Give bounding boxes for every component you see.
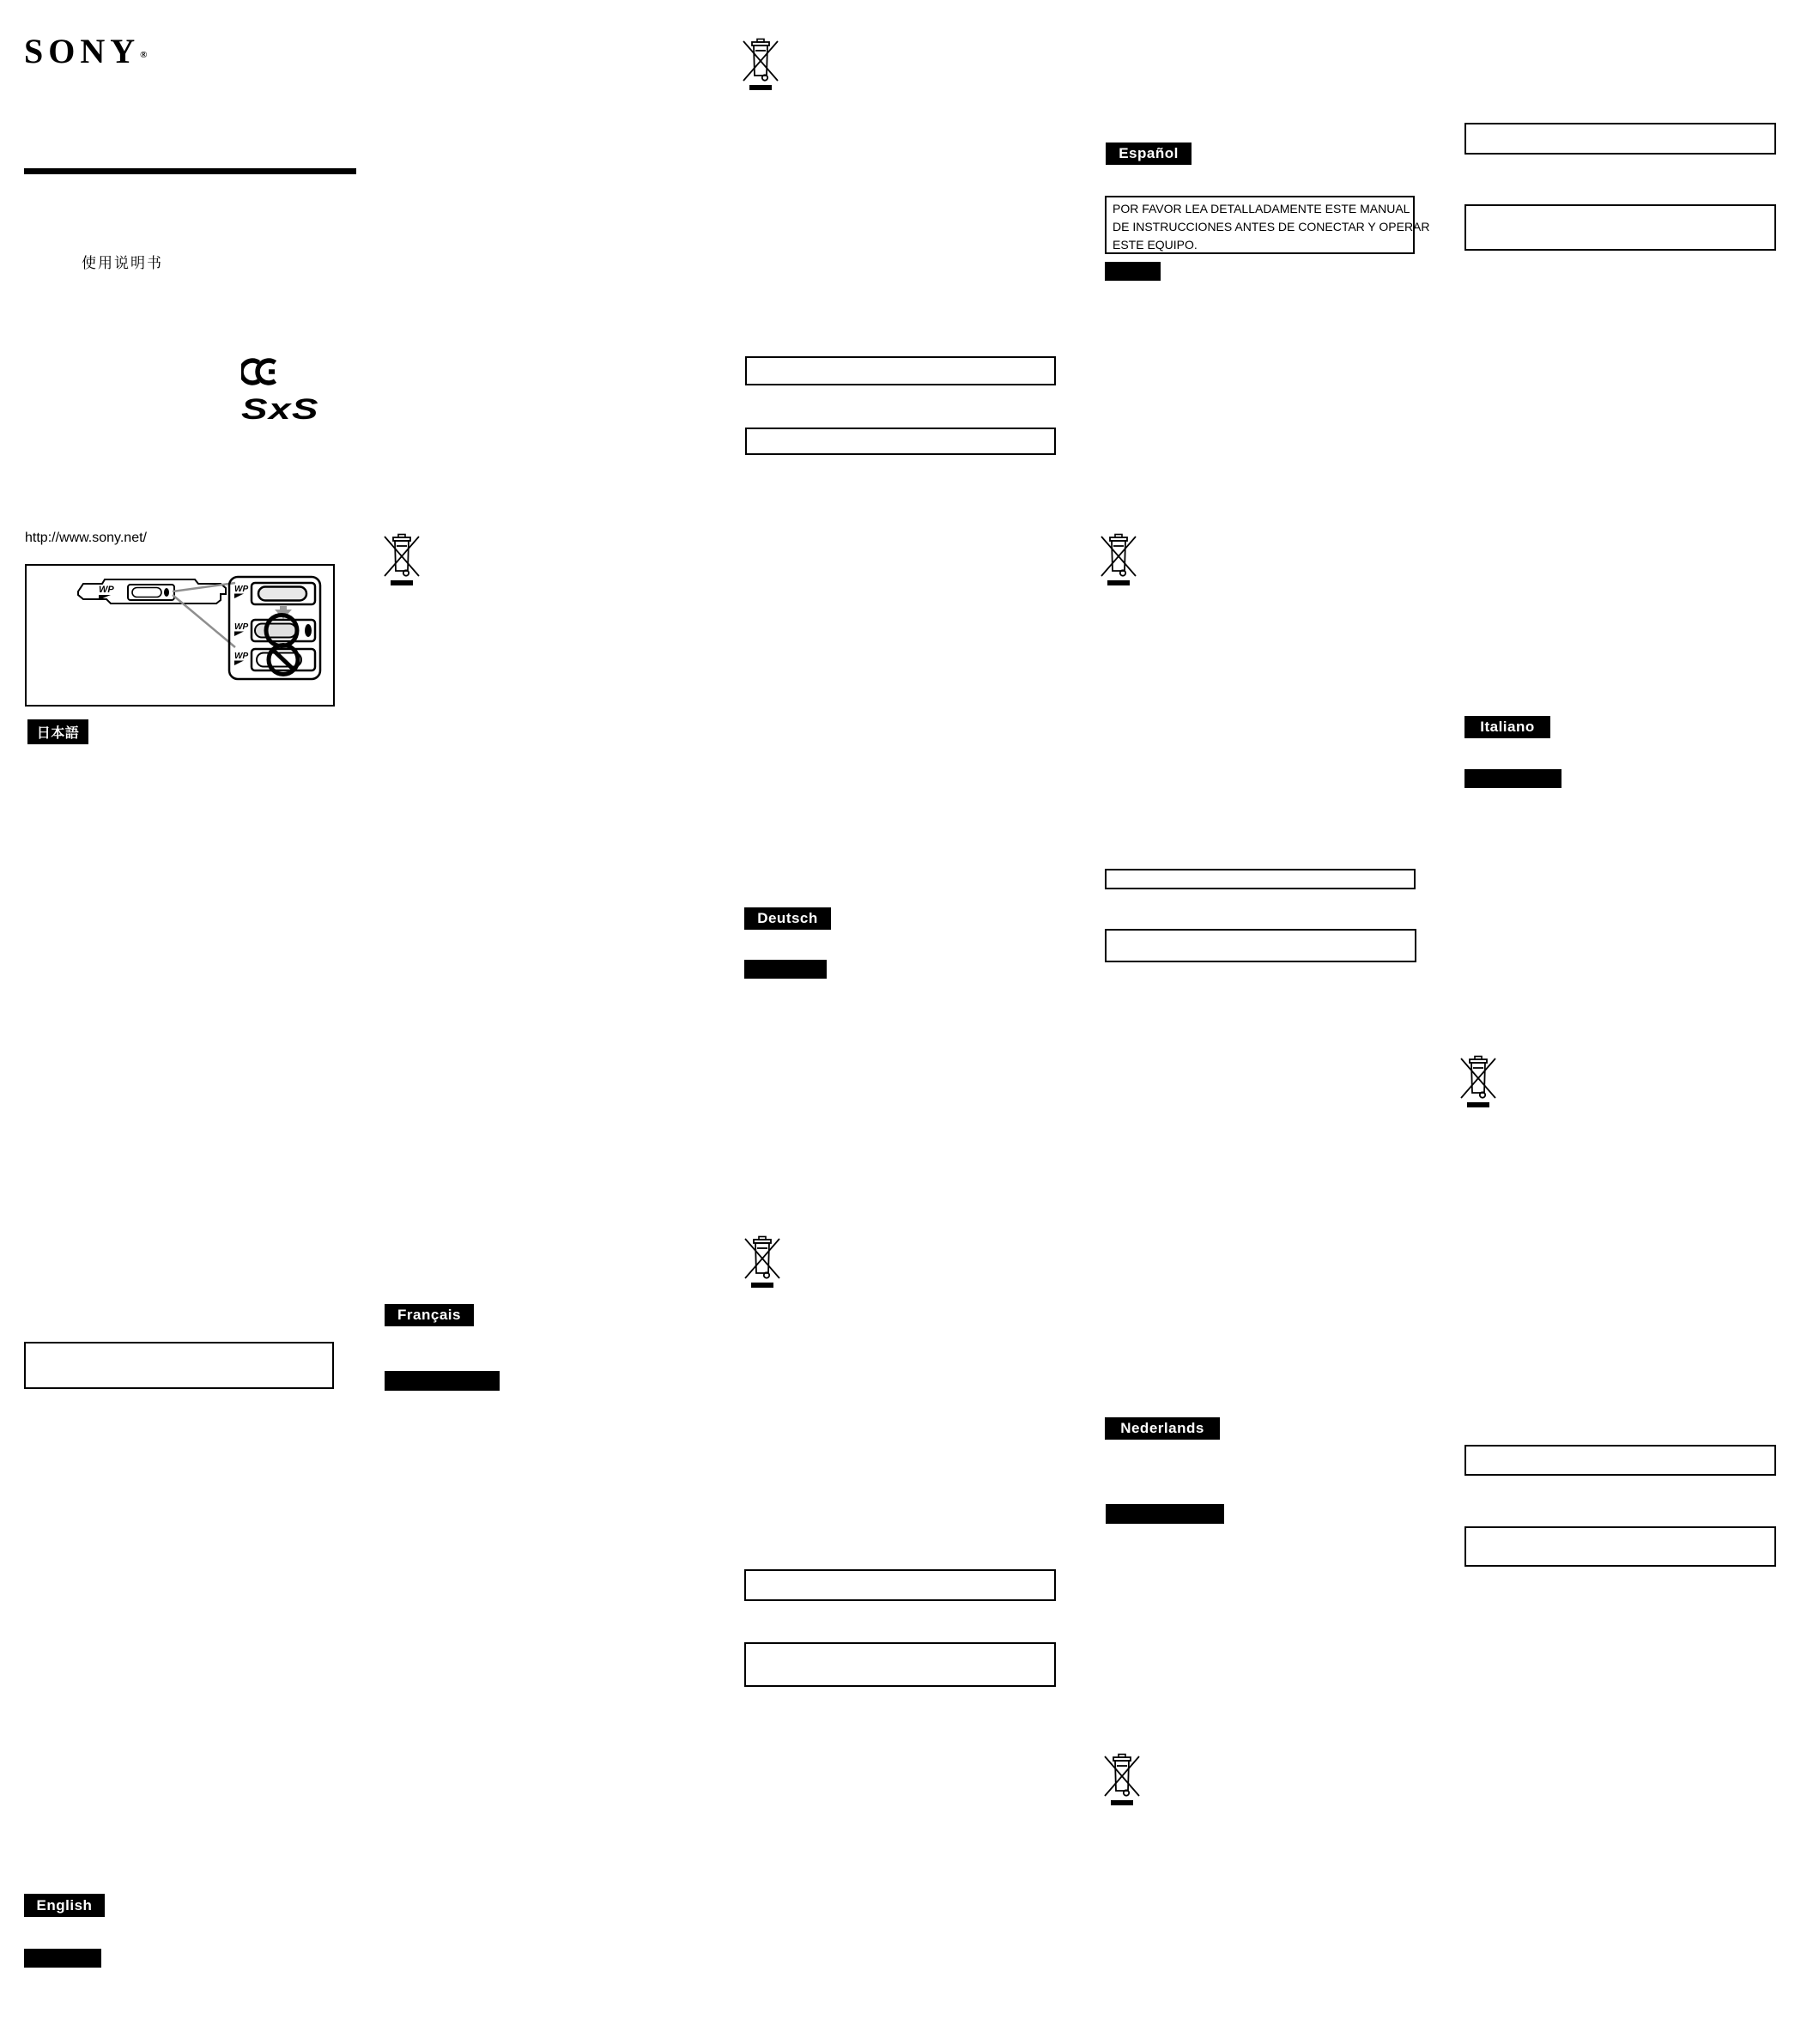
section-label-french: Français [385, 1304, 474, 1326]
spanish-notice-line: POR FAVOR LEA DETALLADAMENTE ESTE MANUAL [1113, 202, 1410, 215]
notice-box-blank [1464, 204, 1776, 251]
ce-mark-icon [241, 355, 281, 392]
section-label-japanese: 日本語 [27, 719, 88, 744]
weee-icon [742, 38, 779, 95]
redacted-heading [1106, 1504, 1224, 1524]
notice-box-blank [744, 1642, 1056, 1687]
section-label-italian: Italiano [1464, 716, 1550, 738]
notice-box-blank [745, 428, 1056, 455]
manual-title-cn: 使用说明书 [82, 255, 163, 272]
redacted-heading [1464, 769, 1561, 788]
sony-url: http://www.sony.net/ [25, 531, 147, 545]
notice-box-blank [744, 1569, 1056, 1601]
wp-label: WP [234, 585, 249, 594]
notice-box-blank [1464, 1526, 1776, 1567]
wp-label: WP [234, 652, 249, 661]
weee-icon [743, 1235, 781, 1293]
redacted-heading [744, 960, 827, 979]
notice-box-blank [1105, 929, 1416, 962]
section-label-german: Deutsch [744, 907, 831, 930]
spanish-notice-box [1105, 196, 1430, 254]
sxs-logo: SxS [241, 393, 319, 426]
spanish-notice-line: ESTE EQUIPO. [1113, 238, 1198, 252]
redacted-heading [1105, 262, 1161, 281]
section-label-dutch: Nederlands [1105, 1417, 1220, 1440]
weee-icon [383, 533, 421, 591]
section-label-spanish: Español [1106, 143, 1192, 165]
redacted-heading [385, 1371, 500, 1391]
weee-icon [1100, 533, 1137, 591]
redacted-heading [24, 1949, 101, 1968]
notice-box-blank [1105, 869, 1416, 889]
spanish-notice-line: DE INSTRUCCIONES ANTES DE CONECTAR Y OPERAR [1113, 220, 1430, 234]
title-rule [24, 168, 356, 174]
notice-box-blank [1464, 1445, 1776, 1476]
sony-logo: SONY® [24, 32, 148, 70]
weee-icon [1459, 1055, 1497, 1113]
notice-box-blank [1464, 123, 1776, 155]
registered-mark: ® [140, 50, 148, 60]
notice-box-blank [745, 356, 1056, 385]
wp-label: WP [99, 585, 114, 595]
weee-icon [1103, 1753, 1141, 1810]
section-label-english: English [24, 1894, 105, 1917]
wp-switch-diagram [25, 564, 335, 707]
notice-box-blank [24, 1342, 334, 1389]
wp-label: WP [234, 622, 249, 632]
